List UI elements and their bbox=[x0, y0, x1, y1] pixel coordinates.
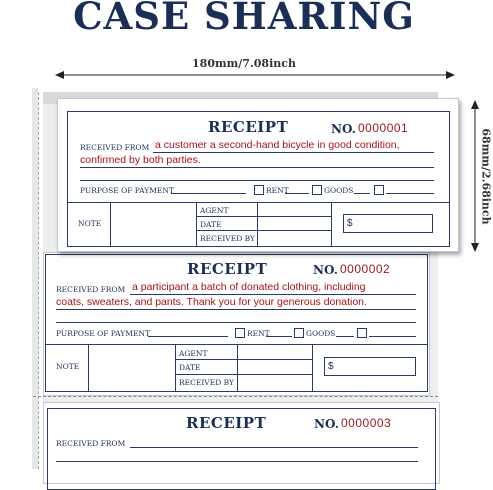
amount-field[interactable]: $ bbox=[343, 214, 433, 233]
receipt-number-label: NO. bbox=[314, 417, 339, 431]
height-dimension-arrow-icon bbox=[470, 100, 480, 252]
receipt-number: 0000002 bbox=[340, 262, 391, 276]
height-dimension-label: 68mm/2.68inch bbox=[479, 128, 493, 225]
blank-line bbox=[56, 322, 416, 323]
other-checkbox[interactable] bbox=[374, 185, 384, 195]
receipt-number: 0000003 bbox=[341, 416, 392, 430]
received-from-label: RECEIVED FROM bbox=[56, 439, 126, 448]
receipt-title: RECEIPT bbox=[187, 260, 268, 278]
receipt-number: 0000001 bbox=[358, 121, 409, 135]
table-row-line bbox=[196, 230, 331, 231]
rent-checkbox[interactable] bbox=[235, 328, 245, 338]
agent-label: AGENT bbox=[179, 349, 208, 358]
date-label: DATE bbox=[200, 220, 222, 229]
receipt-number-label: NO. bbox=[331, 122, 356, 136]
table-divider bbox=[257, 202, 258, 246]
received-from-line bbox=[153, 152, 434, 153]
page-heading: CASE SHARING bbox=[73, 0, 415, 38]
receipt-title: RECEIPT bbox=[186, 414, 267, 432]
other-checkbox[interactable] bbox=[357, 328, 367, 338]
receipt-sheet-3 bbox=[43, 402, 440, 484]
rent-label: RENT bbox=[247, 329, 270, 338]
table-divider bbox=[110, 202, 111, 246]
purpose-line bbox=[171, 193, 246, 194]
width-dimension-arrow-icon bbox=[55, 70, 455, 80]
note-label: NOTE bbox=[78, 219, 102, 228]
received-from-label: RECEIVED FROM bbox=[80, 143, 150, 152]
received-from-line bbox=[130, 447, 418, 448]
perforation-line bbox=[33, 396, 438, 397]
receipt-sheet-1 bbox=[57, 98, 459, 252]
note-label: NOTE bbox=[56, 362, 80, 371]
goods-line bbox=[354, 193, 370, 194]
blank-line bbox=[80, 180, 434, 181]
received-from-label: RECEIVED FROM bbox=[56, 285, 126, 294]
table-top bbox=[45, 344, 427, 345]
table-top bbox=[67, 202, 449, 203]
table-divider bbox=[196, 202, 197, 246]
book-fold-line bbox=[38, 92, 39, 469]
received-from-text: a participant a batch of donated clothing, including bbox=[132, 281, 366, 293]
table-row-line bbox=[196, 216, 331, 217]
goods-checkbox[interactable] bbox=[294, 328, 304, 338]
received-from-text: a customer a second-hand bicycle in good condition, bbox=[155, 139, 400, 151]
receipt-number-label: NO. bbox=[313, 263, 338, 277]
goods-checkbox[interactable] bbox=[312, 185, 322, 195]
agent-label: AGENT bbox=[200, 206, 229, 215]
table-divider bbox=[331, 202, 332, 246]
purpose-label: PURPOSE OF PAYMENT bbox=[80, 186, 174, 195]
goods-line bbox=[336, 336, 354, 337]
width-dimension-label: 180mm/7.08inch bbox=[192, 57, 296, 70]
purpose-label: PURPOSE OF PAYMENT bbox=[56, 329, 150, 338]
table-row-line bbox=[175, 359, 312, 360]
rent-checkbox[interactable] bbox=[254, 185, 264, 195]
purpose-line bbox=[148, 336, 228, 337]
table-divider bbox=[175, 344, 176, 391]
received-from-line-2 bbox=[80, 167, 434, 168]
rent-line bbox=[266, 336, 292, 337]
table-row-line bbox=[175, 374, 312, 375]
received-from-line-2 bbox=[56, 309, 416, 310]
receipt-sheet-2 bbox=[43, 252, 430, 396]
received-from-text-2: coats, sweaters, and pants. Thank you for your generous donation. bbox=[56, 296, 367, 308]
received-from-text-2: confirmed by both parties. bbox=[80, 154, 201, 166]
other-line bbox=[369, 336, 416, 337]
rent-label: RENT bbox=[266, 186, 289, 195]
amount-field[interactable]: $ bbox=[324, 357, 416, 376]
table-divider bbox=[312, 344, 313, 391]
rent-line bbox=[285, 193, 309, 194]
received-by-label: RECEIVED BY bbox=[179, 378, 234, 387]
other-line bbox=[386, 193, 434, 194]
table-divider bbox=[237, 344, 238, 391]
receipt-title: RECEIPT bbox=[208, 118, 289, 136]
received-by-label: RECEIVED BY bbox=[200, 234, 255, 243]
table-divider bbox=[88, 344, 89, 391]
goods-label: GOODS bbox=[324, 186, 354, 195]
date-label: DATE bbox=[179, 363, 201, 372]
goods-label: GOODS bbox=[306, 329, 336, 338]
received-from-line bbox=[130, 294, 416, 295]
received-from-line-2 bbox=[56, 461, 418, 462]
